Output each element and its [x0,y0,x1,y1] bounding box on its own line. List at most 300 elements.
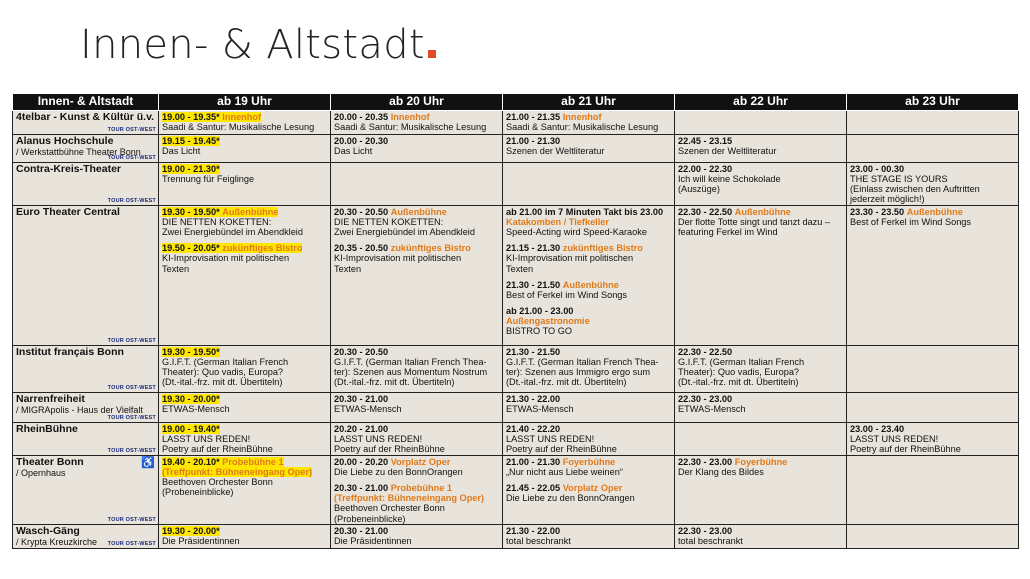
event-description: Beethoven Orchester Bonn [162,477,273,488]
event-description: Poetry auf der RheinBühne [850,444,961,455]
tour-label: TOUR OST-WEST [107,337,156,344]
event-description: LASST UNS REDEN! [850,434,939,445]
time-slot-cell [331,111,503,135]
event-time: 21.30 - 22.00 [506,394,561,404]
event-heading [334,207,447,217]
table-row [13,393,1019,423]
event-location: Innenhof [222,112,262,122]
event-entry [334,483,500,523]
tour-label: TOUR OST-WEST [107,447,156,454]
event-description: (Dt.-ital.-frz. mit dt. Übertiteln) [506,377,627,388]
event-entry [162,164,328,184]
event-time: 23.30 - 23.50 [850,207,905,217]
tour-label: TOUR OST-WEST [107,197,156,204]
event-time: 22.30 - 23.00 [678,394,733,404]
column-header-19: ab 19 Uhr [159,94,331,111]
venue-cell [13,393,159,423]
event-heading [678,136,732,146]
event-description: Das Licht [162,146,201,157]
event-time: 19.30 - 19.50* [162,207,220,217]
time-slot-cell [503,206,675,346]
time-slot-cell [847,163,1019,206]
event-time: 20.30 - 21.00 [334,394,389,404]
event-time: 22.00 - 22.30 [678,164,733,174]
event-description: Szenen der Weltliteratur [506,146,605,157]
time-slot-cell [159,456,331,525]
event-entry [850,424,1016,454]
event-description: Poetry auf der RheinBühne [162,444,273,455]
event-time: 21.30 - 22.00 [506,526,561,536]
event-entry [162,457,328,497]
table-row [13,346,1019,393]
title-accent-dot [428,50,436,58]
event-description: Poetry auf der RheinBühne [506,444,617,455]
venue-name: Narrenfreiheit [16,393,85,405]
event-entry [850,164,1016,204]
event-description: KI-Improvisation mit politischen [506,253,634,264]
event-location: Vorplatz Oper [562,483,623,494]
time-slot-cell [503,456,675,525]
event-entry [678,347,844,387]
column-header-23: ab 23 Uhr [847,94,1019,111]
tour-label: TOUR OST-WEST [107,516,156,523]
table-row [13,111,1019,135]
event-heading [506,112,602,122]
event-heading [506,526,560,536]
event-heading [506,306,590,326]
event-time: ab 21.00 - 23.00 [506,305,574,316]
column-header-21: ab 21 Uhr [503,94,675,111]
venue-cell [13,111,159,135]
time-slot-cell [503,135,675,163]
event-location: Foyerbühne [734,457,788,467]
event-time: 22.30 - 23.00 [678,457,733,467]
event-entry [506,483,672,503]
wheelchair-access-icon: ♿ [141,457,155,469]
event-entry [162,424,328,454]
table-row [13,163,1019,206]
event-time: 22.30 - 23.00 [678,526,733,536]
event-description: Texten [162,263,190,274]
event-description: KI-Improvisation mit politischen [334,253,462,264]
event-description: Theater): Quo vadis, Europa? [678,367,800,378]
column-header-venue: Innen- & Altstadt [13,94,159,111]
event-description: KI-Improvisation mit politischen [162,253,290,264]
event-time: 21.00 - 21.30 [506,457,561,467]
venue-subtitle: / Opernhaus [16,467,66,478]
event-entry [162,347,328,387]
event-location-note: (Treffpunkt: Bühneneingang Oper) [334,493,485,504]
event-description: BISTRO TO GO [506,326,573,337]
event-heading [678,164,732,174]
event-description: Zwei Energiebündel im Abendkleid [162,227,303,238]
table-row [13,423,1019,456]
time-slot-cell [675,111,847,135]
event-entry [506,280,672,300]
event-location: Außenbühne [562,279,619,290]
event-description: (Dt.-ital.-frz. mit dt. Übertiteln) [162,377,283,388]
time-slot-cell [331,456,503,525]
time-slot-cell [675,135,847,163]
event-entry [334,347,500,387]
event-heading [850,207,963,217]
tour-label: TOUR OST-WEST [107,540,156,547]
venue-name: Wasch-Gäng [16,525,80,537]
event-heading [162,457,312,477]
event-description: featuring Ferkel im Wind [678,227,778,238]
event-description: Texten [506,263,534,274]
event-location: Außengastronomie [506,315,590,326]
time-slot-cell [847,111,1019,135]
event-description: Saadi & Santur: Musikalische Lesung [506,122,659,133]
venue-subtitle: / MIGRApolis - Haus der Vielfalt [16,404,143,415]
time-slot-cell [847,206,1019,346]
event-description: Texten [334,263,362,274]
event-time: 22.30 - 22.50 [678,347,733,357]
event-time: 21.15 - 21.30 [506,243,561,254]
event-description: (Dt.-ital.-frz. mit dt. Übertiteln) [334,377,455,388]
event-time: 22.45 - 23.15 [678,136,733,146]
time-slot-cell [159,393,331,423]
event-description: Trennung für Feiglinge [162,174,255,185]
event-entry [162,243,328,273]
event-time: 22.30 - 22.50 [678,207,733,217]
time-slot-cell [675,393,847,423]
event-entry [678,394,844,414]
venue-cell [13,525,159,549]
time-slot-cell [847,346,1019,393]
event-time: 19.30 - 19.50* [162,347,220,357]
event-entry [162,112,328,132]
event-description: (Einlass zwischen den Auftritten [850,184,980,195]
event-description: Speed-Acting wird Speed-Karaoke [506,227,647,238]
event-heading [334,347,388,357]
time-slot-cell [675,206,847,346]
event-heading [334,136,388,146]
event-description: ETWAS-Mensch [334,404,402,415]
time-slot-cell [675,456,847,525]
venue-name: Alanus Hochschule [16,135,114,147]
event-heading [334,424,388,434]
event-description: LASST UNS REDEN! [334,434,423,445]
event-heading [678,526,732,536]
time-slot-cell [159,206,331,346]
event-entry [850,207,1016,227]
venue-cell [13,206,159,346]
event-heading [334,483,484,503]
event-heading [162,243,302,253]
event-time: 20.00 - 20.20 [334,457,389,467]
time-slot-cell [503,346,675,393]
event-description: ETWAS-Mensch [506,404,574,415]
event-location: Probebühne 1 [390,483,452,494]
event-heading [506,207,663,227]
event-time: 19.30 - 20.00* [162,526,220,536]
venue-subtitle: / Krypta Kreuzkirche [16,536,98,547]
page-title: Innen- & Altstadt [80,22,436,68]
event-time: 21.30 - 21.50 [506,347,561,357]
time-slot-cell [331,135,503,163]
tour-label: TOUR OST-WEST [107,384,156,391]
table-row [13,206,1019,346]
event-time: 19.50 - 20.05* [162,243,220,254]
event-heading [506,424,560,434]
schedule-table [12,93,1019,549]
event-entry [334,136,500,156]
event-time: 21.30 - 21.50 [506,279,561,290]
table-row [13,525,1019,549]
table-row [13,135,1019,163]
event-time: 20.30 - 20.50 [334,207,389,217]
event-description: (Auszüge) [678,184,720,195]
event-entry [506,112,672,132]
event-heading [162,526,220,536]
event-description: Der flotte Totte singt und tanzt dazu – [678,217,831,228]
event-time: 19.00 - 19.40* [162,424,220,434]
event-time: 20.00 - 20.30 [334,136,389,146]
event-location: Katakomben / Tiefkeller [506,217,609,228]
event-description: Ich will keine Schokolade [678,174,781,185]
event-time: 20.30 - 21.00 [334,526,389,536]
event-description: total beschrankt [678,536,743,547]
event-description: Best of Ferkel im Wind Songs [850,217,972,228]
event-location: Außenbühne [222,207,279,217]
event-entry [506,526,672,546]
event-location: Foyerbühne [562,457,616,467]
event-description: Die Präsidentinnen [334,536,412,547]
event-entry [506,207,672,237]
event-heading [162,112,261,122]
event-location: Außenbühne [734,207,791,217]
event-description: Die Präsidentinnen [162,536,240,547]
event-heading [678,457,787,467]
time-slot-cell [331,206,503,346]
time-slot-cell [331,393,503,423]
time-slot-cell [331,163,503,206]
event-description: ETWAS-Mensch [678,404,746,415]
event-entry [334,207,500,237]
venue-cell [13,135,159,163]
event-time: 21.00 - 21.35 [506,112,561,122]
event-entry [678,136,844,156]
event-description: DIE NETTEN KOKETTEN: [334,217,444,228]
event-heading [850,424,904,434]
venue-name: 4telbar - Kunst & Kültür ü.v. [16,111,155,123]
event-heading [334,394,388,404]
event-location-note: (Treffpunkt: Bühneneingang Oper) [162,467,313,478]
event-description: Szenen der Weltliteratur [678,146,777,157]
time-slot-cell [159,163,331,206]
time-slot-cell [503,393,675,423]
event-time: 19.40 - 20.10* [162,457,220,467]
event-entry [506,347,672,387]
event-heading [506,457,615,467]
column-header-20: ab 20 Uhr [331,94,503,111]
venue-subtitle: / Werkstattbühne Theater Bonn [16,146,141,157]
event-time: 21.40 - 22.20 [506,424,561,434]
event-heading [678,347,732,357]
event-heading [334,457,450,467]
event-description: (Dt.-ital.-frz. mit dt. Übertiteln) [678,377,799,388]
event-description: Saadi & Santur: Musikalische Lesung [162,122,315,133]
time-slot-cell [847,393,1019,423]
event-heading [334,243,471,253]
event-description: (Probeneinblicke) [162,487,234,498]
event-heading [506,483,622,493]
tour-label: TOUR OST-WEST [107,126,156,133]
event-entry [678,207,844,237]
venue-name: Contra-Kreis-Theater [16,163,122,175]
event-description: ter): Szenen aus Immigro ergo sum [506,367,650,378]
event-description: Zwei Energiebündel im Abendkleid [334,227,475,238]
event-heading [162,347,220,357]
event-description: Best of Ferkel im Wind Songs [506,289,628,300]
event-location: zukünftiges Bistro [562,243,643,254]
event-entry [334,394,500,414]
event-description: (Probeneinblicke) [334,513,406,524]
time-slot-cell [503,111,675,135]
time-slot-cell [675,346,847,393]
event-entry [334,424,500,454]
event-time: 23.00 - 23.40 [850,424,905,434]
time-slot-cell [847,456,1019,525]
time-slot-cell [675,423,847,456]
event-time: 23.00 - 00.30 [850,164,905,174]
event-entry [678,526,844,546]
event-description: DIE NETTEN KOKETTEN: [162,217,272,228]
time-slot-cell [503,163,675,206]
time-slot-cell [331,346,503,393]
event-time: 20.35 - 20.50 [334,243,389,254]
event-heading [678,207,791,217]
event-description: total beschrankt [506,536,571,547]
time-slot-cell [159,423,331,456]
event-heading [506,280,619,290]
event-entry [506,394,672,414]
event-heading [678,394,732,404]
table-row [13,456,1019,525]
column-header-22: ab 22 Uhr [675,94,847,111]
event-entry [162,526,328,546]
time-slot-cell [331,423,503,456]
event-heading [334,112,430,122]
event-time: 20.20 - 21.00 [334,424,389,434]
time-slot-cell [847,423,1019,456]
event-heading [506,394,560,404]
event-time: 20.30 - 20.50 [334,347,389,357]
event-description: G.I.F.T. (German Italian French [162,357,289,368]
event-location: zukünftiges Bistro [222,243,303,254]
event-heading [162,164,220,174]
event-description: LASST UNS REDEN! [506,434,595,445]
event-time: 20.30 - 21.00 [334,483,389,494]
venue-cell [13,456,159,525]
event-location: zukünftiges Bistro [390,243,471,254]
event-entry [162,394,328,414]
event-description: Der Klang des Bildes [678,467,764,478]
event-location: Vorplatz Oper [390,457,451,467]
time-slot-cell [159,346,331,393]
time-slot-cell [331,525,503,549]
event-entry [506,457,672,477]
time-slot-cell [847,525,1019,549]
event-time: 19.00 - 19.35* [162,112,220,122]
event-entry [334,526,500,546]
event-description: Saadi & Santur: Musikalische Lesung [334,122,487,133]
event-entry [506,424,672,454]
event-heading [162,207,278,217]
venue-name: Euro Theater Central [16,206,120,218]
event-description: Theater): Quo vadis, Europa? [162,367,284,378]
time-slot-cell [503,423,675,456]
event-description: Beethoven Orchester Bonn [334,503,445,514]
event-description: G.I.F.T. (German Italian French Thea- [506,357,659,368]
event-heading [162,424,220,434]
event-time: 21.45 - 22.05 [506,483,561,494]
time-slot-cell [159,111,331,135]
event-location: Innenhof [390,112,430,122]
event-time: 19.30 - 20.00* [162,394,220,404]
event-heading [506,243,643,253]
event-entry [678,457,844,477]
event-description: Das Licht [334,146,373,157]
time-slot-cell [159,525,331,549]
event-time: ab 21.00 im 7 Minuten Takt bis 23.00 [506,207,664,217]
event-entry [334,112,500,132]
event-entry [162,207,328,237]
event-heading [162,136,220,146]
event-entry [506,136,672,156]
event-entry [506,243,672,273]
event-heading [162,394,220,404]
event-description: G.I.F.T. (German Italian French [678,357,805,368]
time-slot-cell [847,135,1019,163]
venue-name: Institut français Bonn [16,346,124,358]
event-heading [506,136,560,146]
tour-label: TOUR OST-WEST [107,414,156,421]
event-location: Innenhof [562,112,602,122]
event-description: LASST UNS REDEN! [162,434,251,445]
event-description: „Nur nicht aus Liebe weinen“ [506,467,623,478]
event-entry [334,457,500,477]
event-time: 19.00 - 21.30* [162,164,220,174]
event-description: ETWAS-Mensch [162,404,230,415]
event-description: ter): Szenen aus Momentum Nostrum [334,367,488,378]
venue-cell [13,346,159,393]
event-location: Außenbühne [906,207,963,217]
event-entry [334,243,500,273]
venue-cell [13,423,159,456]
event-time: 19.15 - 19.45* [162,136,220,146]
time-slot-cell [675,163,847,206]
event-description: THE STAGE IS YOURS [850,174,948,185]
time-slot-cell [675,525,847,549]
time-slot-cell [503,525,675,549]
event-description: jederzeit möglich!) [850,194,925,205]
venue-name: RheinBühne [16,423,78,435]
event-location: Außenbühne [390,207,447,217]
event-description: G.I.F.T. (German Italian French Thea- [334,357,487,368]
time-slot-cell [159,135,331,163]
event-description: Poetry auf der RheinBühne [334,444,445,455]
event-entry [506,306,672,336]
tour-label: TOUR OST-WEST [107,154,156,161]
venue-name: Theater Bonn [16,456,84,468]
event-description: Die Liebe zu den BonnOrangen [506,493,635,504]
table-header-row [13,94,1019,111]
event-location: Probebühne 1 [222,457,284,467]
event-time: 20.00 - 20.35 [334,112,389,122]
